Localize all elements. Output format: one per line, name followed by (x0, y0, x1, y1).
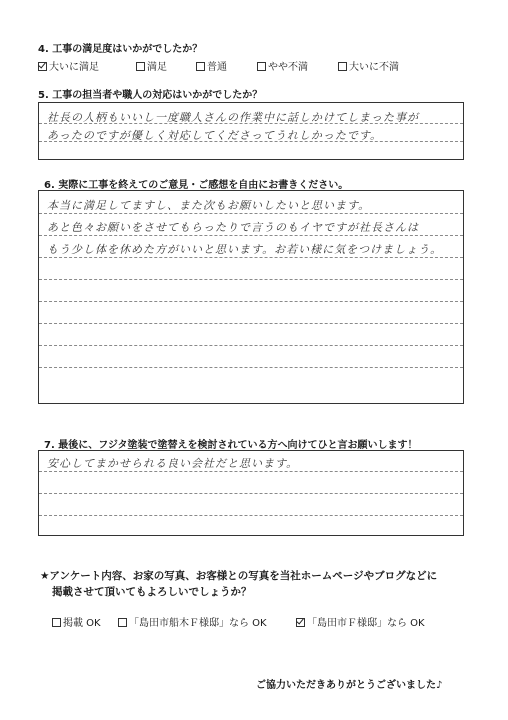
consent-line-1: ★アンケート内容、お家の写真、お客様との写真を当社ホームページやブログなどに (40, 570, 438, 582)
ruled-line (39, 235, 463, 236)
ruled-line (39, 345, 463, 346)
ruled-line (39, 493, 463, 494)
q6-title: 6. 実際に工事を終えてのご意見・ご感想を自由にお書きください。 (44, 180, 349, 191)
q4-option-very-satisfied[interactable]: 大いに満足 (38, 58, 99, 73)
consent-option-full-address[interactable]: 「島田市船木Ｆ様邸」なら OK (118, 614, 267, 629)
ruled-line (39, 515, 463, 516)
q4-option-normal[interactable]: 普通 (196, 58, 227, 73)
checkbox-icon (338, 62, 347, 71)
checkbox-icon (136, 62, 145, 71)
q7-title: 7. 最後に、フジタ塗装で塗替えを検討されている方へ向けてひと言お願いします！ (44, 440, 418, 451)
q4-option-satisfied[interactable]: 満足 (136, 58, 167, 73)
checkbox-icon (38, 62, 47, 71)
handwritten-line: あったのですが優しく対応してくださってうれしかったです。 (47, 129, 383, 142)
q5-answer-box[interactable] (38, 102, 464, 160)
ruled-line (39, 471, 463, 472)
handwritten-line: 社長の人柄もいいし一度職人さんの作業中に話しかけてしまった事が (47, 111, 419, 124)
q7-answer-box[interactable] (38, 450, 464, 536)
ruled-line (39, 323, 463, 324)
q6-answer-box[interactable] (38, 190, 464, 404)
handwritten-line: もう少し体を休めた方がいいと思います。お若い様に気をつけましょう。 (47, 243, 443, 256)
handwritten-line: あと色々お願いをさせてもらったりで言うのもイヤですが社長さんは (47, 221, 419, 234)
ruled-line (39, 367, 463, 368)
q4-option-slightly-dissatisfied[interactable]: やや不満 (257, 58, 308, 73)
checkbox-icon (118, 618, 127, 627)
handwritten-line: 安心してまかせられる良い会社だと思います。 (47, 457, 299, 470)
checkbox-icon (257, 62, 266, 71)
checkbox-icon (52, 618, 61, 627)
q4-option-very-dissatisfied[interactable]: 大いに不満 (338, 58, 399, 73)
ruled-line (39, 257, 463, 258)
q4-title: 4. 工事の満足度はいかがでしたか？ (38, 44, 203, 55)
checkbox-icon (196, 62, 205, 71)
ruled-line (39, 301, 463, 302)
ruled-line (39, 279, 463, 280)
handwritten-line: 本当に満足してますし、また次もお願いしたいと思います。 (47, 199, 371, 212)
closing-message: ご協力いただきありがとうございました♪ (256, 680, 443, 691)
consent-option-ok[interactable]: 掲載 OK (52, 614, 101, 629)
q5-title: 5. 工事の担当者や職人の対応はいかがでしたか？ (38, 90, 263, 101)
consent-option-city-only[interactable]: 「島田市Ｆ様邸」なら OK (296, 614, 425, 629)
consent-line-2: 掲載させて頂いてもよろしいでしょうか？ (52, 586, 252, 598)
ruled-line (39, 213, 463, 214)
checkbox-icon (296, 618, 305, 627)
